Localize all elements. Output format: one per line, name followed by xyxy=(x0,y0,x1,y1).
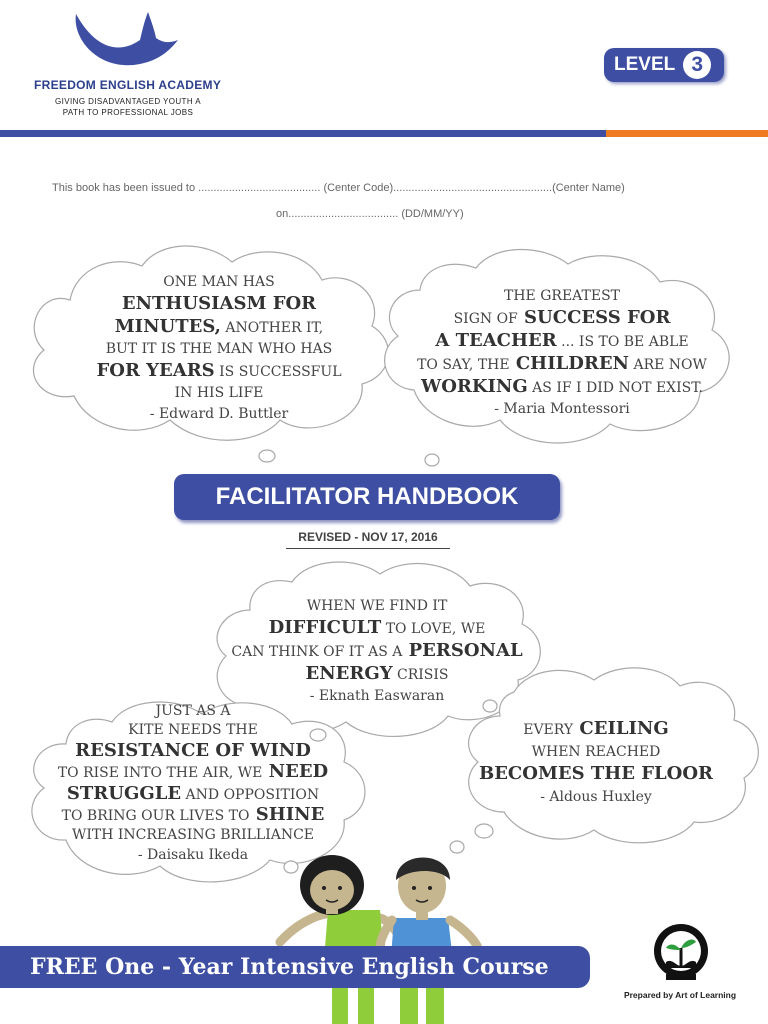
quote-line xyxy=(28,741,358,762)
quote-line xyxy=(470,718,722,741)
quote-line xyxy=(470,763,722,786)
quote-line xyxy=(28,784,358,805)
quote-text: AND OPPOSITION xyxy=(181,786,320,803)
quote-line xyxy=(28,721,358,740)
quote-text: ... IS TO BE ABLE xyxy=(556,334,689,350)
quote-line xyxy=(60,293,378,316)
quote-emphasis: ENERGY xyxy=(305,663,393,684)
quote-text: AS IF I DID NOT EXIST. xyxy=(527,380,703,396)
quote-line xyxy=(60,272,378,293)
quote-ikeda xyxy=(28,702,358,865)
quote-text: SIGN OF xyxy=(453,311,518,327)
quote-emphasis: SUCCESS FOR xyxy=(517,307,671,328)
quote-text: WITH INCREASING BRILLIANCE xyxy=(71,827,315,844)
quote-text: WHEN REACHED xyxy=(531,744,661,760)
quote-emphasis: CEILING xyxy=(573,718,669,739)
quote-text: TO BRING OUR LIVES TO xyxy=(61,808,250,825)
quote-text: ANOTHER IT, xyxy=(220,320,324,336)
quote-text: IN HIS LIFE xyxy=(174,385,264,401)
tagline-line: PATH TO PROFESSIONAL JOBS xyxy=(62,108,194,117)
quote-line xyxy=(470,741,722,763)
quote-line xyxy=(400,376,724,399)
quote-text: TO RISE INTO THE AIR, WE xyxy=(57,765,263,782)
quote-text: TO LOVE, WE xyxy=(381,621,486,637)
quote-text: JUST AS A xyxy=(155,703,231,719)
level-number: 3 xyxy=(683,51,711,79)
quote-line xyxy=(28,702,358,721)
quote-author: - Eknath Easwaran xyxy=(309,688,445,704)
quote-text: ARE NOW xyxy=(629,357,707,373)
quote-text: BUT IT IS THE MAN WHO HAS xyxy=(105,341,333,357)
quote-line xyxy=(214,596,540,617)
quote-line xyxy=(214,640,540,663)
quote-text: CRISIS xyxy=(392,667,449,683)
quote-text: CAN THINK OF IT AS A xyxy=(231,644,403,660)
quote-line xyxy=(214,663,540,686)
quote-emphasis: WORKING xyxy=(420,376,528,397)
issued-to-line: This book has been issued to ........................................ (Center Code)....................................................(Center Name) xyxy=(52,182,625,194)
org-name: FREEDOM ENGLISH ACADEMY xyxy=(34,78,222,92)
cloud-bubble xyxy=(425,454,439,466)
cloud-bubble xyxy=(475,824,493,838)
quote-buttler xyxy=(60,272,378,425)
quote-author: - Maria Montessori xyxy=(494,401,630,417)
quote-emphasis: STRUGGLE xyxy=(66,782,182,804)
quote-montessori xyxy=(400,286,724,420)
cloud-bubble xyxy=(259,450,275,462)
quote-emphasis: RESISTANCE OF WIND xyxy=(75,739,311,761)
quote-text: EVERY xyxy=(523,722,574,738)
quote-emphasis: FOR YEARS xyxy=(96,360,215,381)
art-of-learning-logo-icon xyxy=(652,922,710,986)
prepared-by-credit: Prepared by Art of Learning xyxy=(623,990,737,1000)
quote-line xyxy=(28,762,358,783)
quote-line xyxy=(400,286,724,307)
quote-line xyxy=(60,339,378,360)
quote-text: WHEN WE FIND IT xyxy=(306,598,448,614)
children-illustration-icon xyxy=(270,850,490,1024)
level-label: LEVEL xyxy=(614,54,676,75)
quote-line xyxy=(28,805,358,826)
quote-text: ONE MAN HAS xyxy=(163,274,275,290)
quote-text: TO SAY, THE xyxy=(417,357,510,373)
quote-line xyxy=(400,330,724,353)
quote-emphasis: DIFFICULT xyxy=(268,617,382,638)
quote-line xyxy=(60,383,378,404)
course-banner: FREE One - Year Intensive English Course xyxy=(0,946,590,988)
quote-emphasis: ENTHUSIASM FOR xyxy=(121,293,317,314)
quote-line xyxy=(60,316,378,339)
quote-emphasis: SHINE xyxy=(249,804,325,826)
quote-emphasis: BECOMES THE FLOOR xyxy=(479,763,713,784)
quote-line xyxy=(60,360,378,383)
quote-line xyxy=(214,617,540,640)
quote-emphasis: A TEACHER xyxy=(435,330,557,351)
quote-text: IS SUCCESSFUL xyxy=(214,364,342,380)
quote-emphasis: PERSONAL xyxy=(402,640,523,661)
issued-date-line: on.................................... (DD/MM/YY) xyxy=(276,208,464,220)
quote-text: KITE NEEDS THE xyxy=(128,722,258,739)
quote-line xyxy=(400,307,724,330)
handbook-title: FACILITATOR HANDBOOK xyxy=(174,474,560,520)
revised-date: REVISED - NOV 17, 2016 xyxy=(286,530,450,549)
quote-author: - Edward D. Buttler xyxy=(149,406,289,422)
quote-emphasis: CHILDREN xyxy=(509,353,630,374)
tagline-line: GIVING DISADVANTAGED YOUTH A xyxy=(55,97,201,106)
quote-text: THE GREATEST xyxy=(504,288,620,304)
quote-emphasis: MINUTES, xyxy=(114,316,221,337)
quote-easwaran xyxy=(214,596,540,707)
quote-line xyxy=(28,826,358,845)
quote-emphasis: NEED xyxy=(262,761,329,783)
quote-author: - Daisaku Ikeda xyxy=(137,846,249,863)
quote-line xyxy=(400,353,724,376)
quote-huxley xyxy=(470,718,722,808)
quote-author: - Aldous Huxley xyxy=(540,789,652,805)
